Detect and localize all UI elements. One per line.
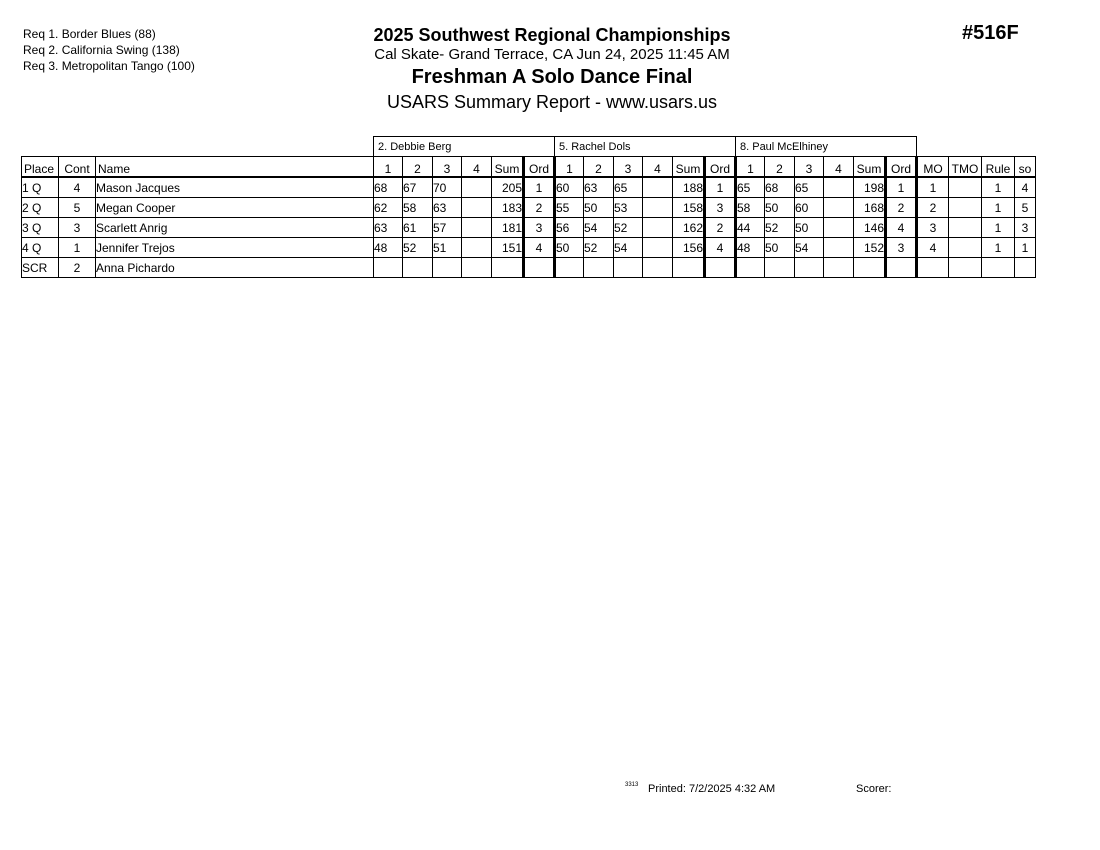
ordinal-cell: 1 [886,177,917,198]
footer-code: 3313 [625,782,639,788]
score-cell: 68 [765,177,795,198]
column-header: Name [96,157,374,178]
score-cell [462,177,492,198]
scorer-label: Scorer: [856,783,892,795]
rule-cell: 1 [982,238,1015,258]
table-row [22,177,1036,198]
judge-header: 5. Rachel Dols [555,137,736,157]
so-cell: 1 [1015,238,1036,258]
score-cell: 65 [736,177,765,198]
tmo-cell [949,238,982,258]
sum-cell [492,258,524,278]
score-cell: 62 [374,198,403,218]
ordinal-cell [705,258,736,278]
report-header [300,24,804,114]
column-header: Sum [673,157,705,178]
score-cell: 50 [555,238,584,258]
column-header: 3 [795,157,824,178]
so-cell: 5 [1015,198,1036,218]
score-cell: 50 [765,238,795,258]
column-header: 2 [765,157,795,178]
mo-cell: 2 [917,198,949,218]
ordinal-cell: 2 [886,198,917,218]
requirement-item: Req 2. California Swing (138) [23,43,180,57]
column-header: Cont [59,157,96,178]
score-cell: 54 [614,238,643,258]
score-cell [824,218,854,238]
mo-cell: 1 [917,177,949,198]
so-cell: 3 [1015,218,1036,238]
score-cell: 58 [736,198,765,218]
score-cell: 63 [584,177,614,198]
sum-cell: 205 [492,177,524,198]
score-cell: 55 [555,198,584,218]
place-cell: 4 Q [22,238,59,258]
column-header: Sum [854,157,886,178]
sum-cell: 181 [492,218,524,238]
ordinal-cell: 4 [524,238,555,258]
score-cell [374,258,403,278]
ordinal-cell: 1 [705,177,736,198]
score-cell [643,238,673,258]
tmo-cell [949,177,982,198]
contestant-number-cell: 2 [59,258,96,278]
results-body [22,177,1036,278]
score-cell: 53 [614,198,643,218]
score-cell: 52 [403,238,433,258]
sum-cell: 146 [854,218,886,238]
score-cell: 44 [736,218,765,238]
judge-header: 2. Debbie Berg [374,137,555,157]
sum-cell: 162 [673,218,705,238]
requirement-item: Req 3. Metropolitan Tango (100) [23,59,195,73]
rule-cell: 1 [982,177,1015,198]
place-cell: SCR [22,258,59,278]
contestant-number-cell: 4 [59,177,96,198]
score-cell: 50 [584,198,614,218]
sum-cell [854,258,886,278]
ordinal-cell [886,258,917,278]
sum-cell: 158 [673,198,705,218]
score-cell: 52 [614,218,643,238]
requirements-list [23,26,195,74]
sum-cell: 168 [854,198,886,218]
score-cell [462,198,492,218]
skater-name-cell: Megan Cooper [96,198,374,218]
column-header: 4 [824,157,854,178]
column-header: 1 [374,157,403,178]
score-cell [824,238,854,258]
skater-name-cell: Anna Pichardo [96,258,374,278]
column-header: 1 [555,157,584,178]
ordinal-cell: 4 [886,218,917,238]
score-cell: 50 [795,218,824,238]
rule-cell: 1 [982,198,1015,218]
printed-timestamp: Printed: 7/2/2025 4:32 AM [648,783,776,795]
score-cell [824,198,854,218]
score-cell: 54 [584,218,614,238]
column-header: 4 [462,157,492,178]
score-cell: 63 [374,218,403,238]
score-cell [795,258,824,278]
rule-cell [982,258,1015,278]
score-cell: 56 [555,218,584,238]
so-cell: 4 [1015,177,1036,198]
ordinal-cell: 2 [705,218,736,238]
score-cell: 51 [433,238,462,258]
judge-header: 8. Paul McElhiney [736,137,917,157]
score-cell: 67 [403,177,433,198]
score-cell [765,258,795,278]
results-table [21,136,1036,278]
score-cell: 65 [795,177,824,198]
column-header: 1 [736,157,765,178]
column-header: Place [22,157,59,178]
sum-cell: 183 [492,198,524,218]
column-header: 3 [614,157,643,178]
score-cell [824,177,854,198]
score-cell: 50 [765,198,795,218]
column-header: 2 [584,157,614,178]
ordinal-cell: 4 [705,238,736,258]
table-row [22,198,1036,218]
ordinal-cell: 3 [705,198,736,218]
tmo-cell [949,198,982,218]
column-header: Sum [492,157,524,178]
score-cell: 70 [433,177,462,198]
score-cell: 48 [374,238,403,258]
score-cell: 61 [403,218,433,238]
score-cell [643,198,673,218]
score-cell: 52 [765,218,795,238]
column-header: Ord [705,157,736,178]
score-cell [736,258,765,278]
skater-name-cell: Mason Jacques [96,177,374,198]
score-cell [614,258,643,278]
score-cell: 48 [736,238,765,258]
so-cell [1015,258,1036,278]
place-cell: 3 Q [22,218,59,238]
sum-cell: 156 [673,238,705,258]
ordinal-cell: 2 [524,198,555,218]
score-cell [555,258,584,278]
sum-cell: 151 [492,238,524,258]
contestant-number-cell: 3 [59,218,96,238]
score-cell [462,238,492,258]
score-cell [643,177,673,198]
table-row [22,258,1036,278]
score-cell: 58 [403,198,433,218]
column-header: Ord [886,157,917,178]
mo-cell: 4 [917,238,949,258]
mo-cell [917,258,949,278]
place-cell: 1 Q [22,177,59,198]
contestant-number-cell: 5 [59,198,96,218]
mo-cell: 3 [917,218,949,238]
place-cell: 2 Q [22,198,59,218]
ordinal-cell: 3 [886,238,917,258]
score-cell [584,258,614,278]
table-row [22,238,1036,258]
column-header: 4 [643,157,673,178]
score-cell: 63 [433,198,462,218]
requirement-item: Req 1. Border Blues (88) [23,27,156,41]
venue-date: Cal Skate- Grand Terrace, CA Jun 24, 2025 11:45 AM [374,46,730,63]
score-cell: 57 [433,218,462,238]
score-cell: 60 [555,177,584,198]
table-row [22,218,1036,238]
score-cell: 60 [795,198,824,218]
tmo-cell [949,218,982,238]
column-header: MO [917,157,949,178]
sum-cell [673,258,705,278]
score-cell: 54 [795,238,824,258]
skater-name-cell: Jennifer Trejos [96,238,374,258]
score-cell: 68 [374,177,403,198]
score-cell: 52 [584,238,614,258]
competition-title: 2025 Southwest Regional Championships [373,25,731,45]
score-cell [643,258,673,278]
skater-name-cell: Scarlett Anrig [96,218,374,238]
sum-cell: 188 [673,177,705,198]
ordinal-cell [524,258,555,278]
score-cell [462,258,492,278]
column-header: TMO [949,157,982,178]
column-header-row [22,157,1036,178]
score-cell [462,218,492,238]
rule-cell: 1 [982,218,1015,238]
ordinal-cell: 1 [524,177,555,198]
score-cell [433,258,462,278]
score-cell [643,218,673,238]
tmo-cell [949,258,982,278]
contestant-number-cell: 1 [59,238,96,258]
score-cell [824,258,854,278]
column-header: so [1015,157,1036,178]
report-title: USARS Summary Report - www.usars.us [386,92,718,112]
column-header: Rule [982,157,1015,178]
score-cell: 65 [614,177,643,198]
column-header: Ord [524,157,555,178]
sum-cell: 198 [854,177,886,198]
column-header: 2 [403,157,433,178]
column-header: 3 [433,157,462,178]
sum-cell: 152 [854,238,886,258]
event-title: Freshman A Solo Dance Final [411,66,693,88]
score-cell [403,258,433,278]
ordinal-cell: 3 [524,218,555,238]
event-number: #516F [962,22,1019,44]
